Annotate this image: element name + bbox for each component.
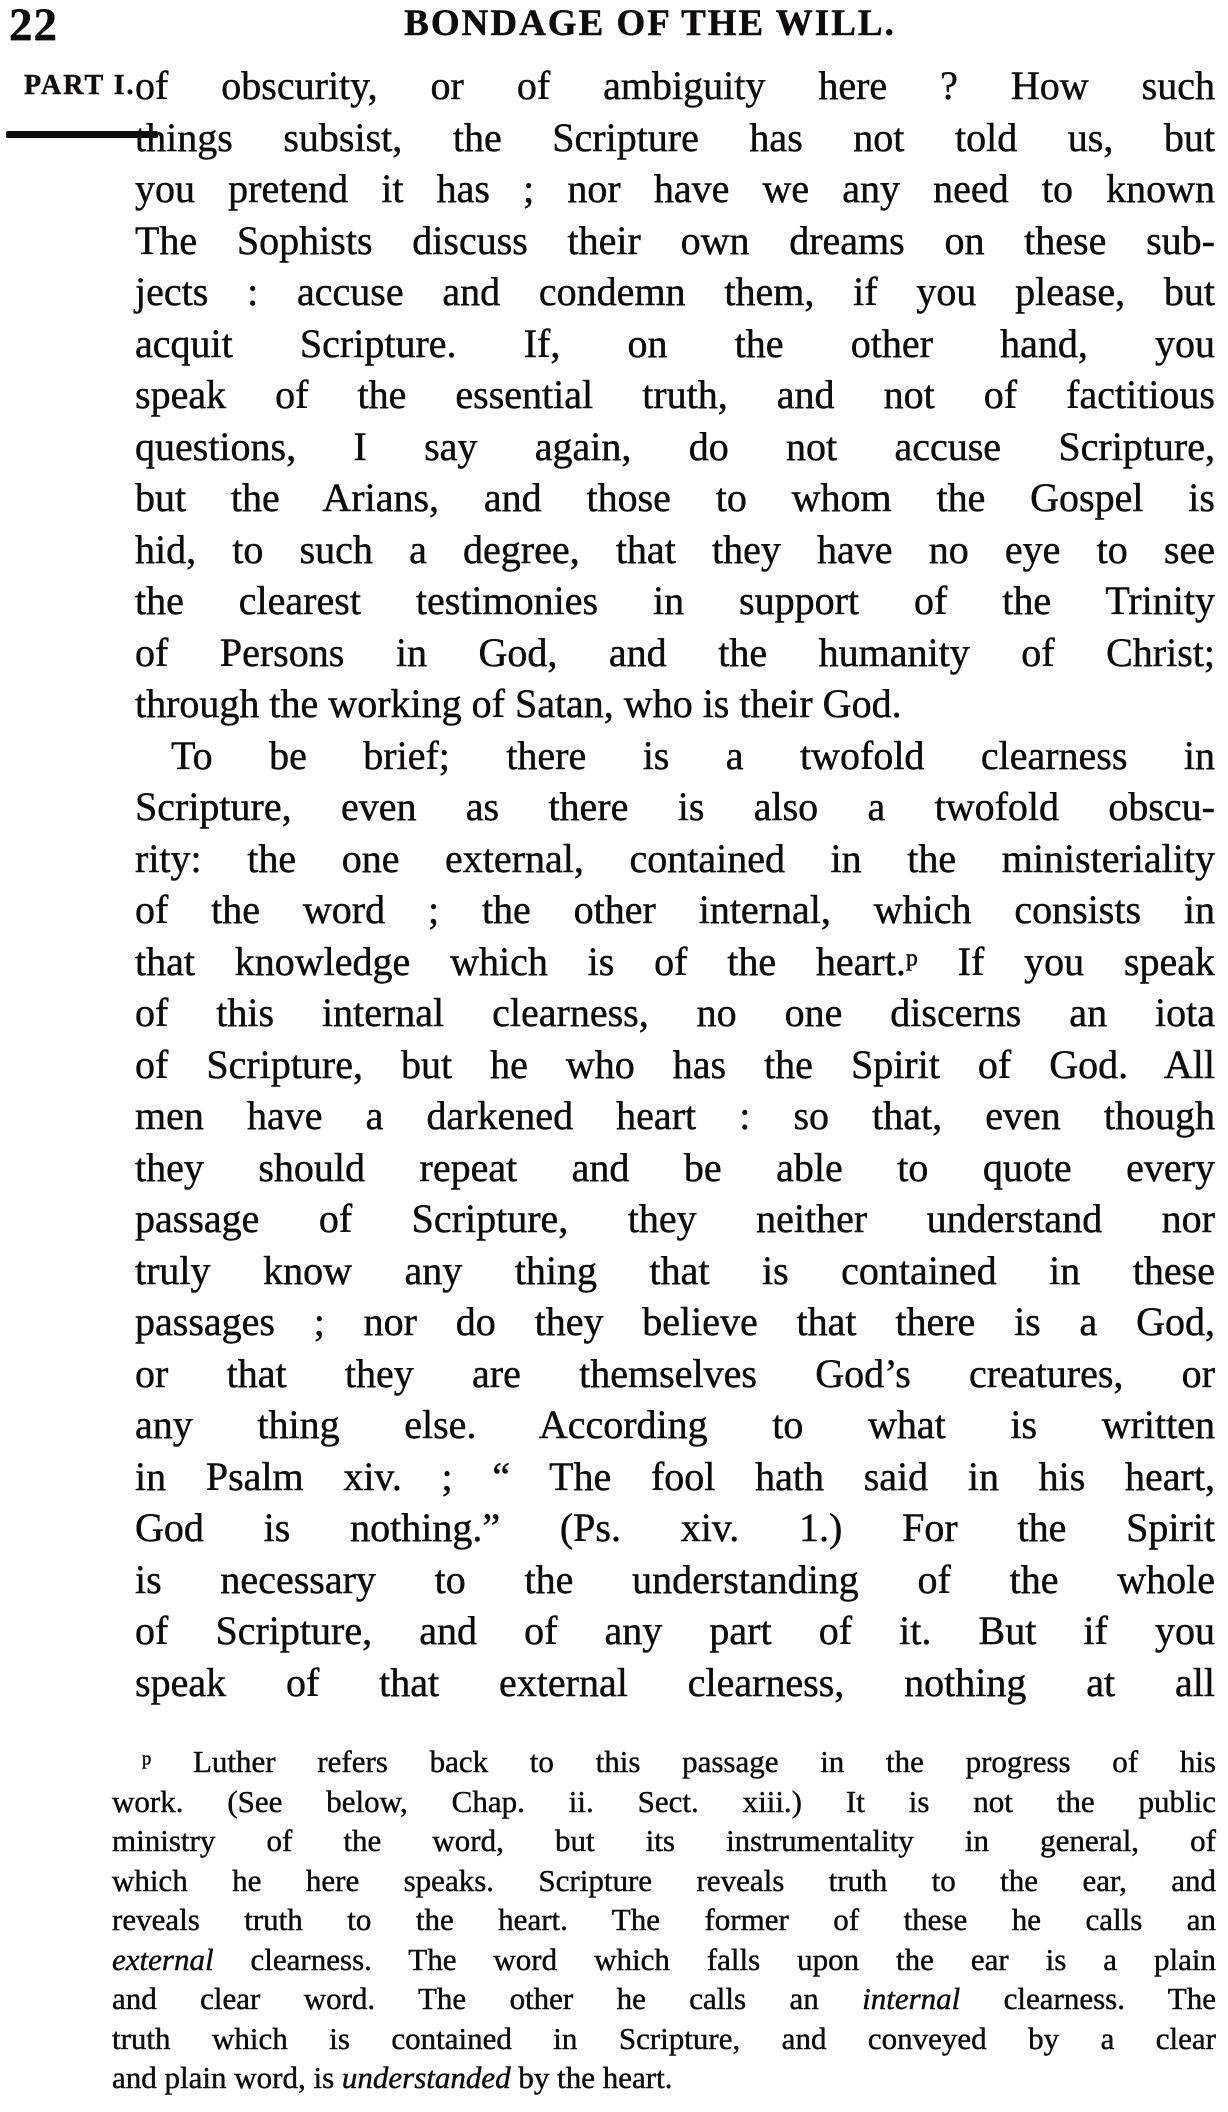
text-line: of the word ; the other internal, which consists in [135,887,1215,932]
text-line: ministry of the word, but its instrumentality in general, of [112,1823,1216,1858]
text-line: truth which is contained in Scripture, and conveyed by a clear [112,2020,1216,2056]
part-label: PART I. [24,70,136,101]
text-line: work. (See below, Chap. ii. Sect. xiii.) It is not the public [112,1783,1216,1819]
text-line: of Persons in God, and the humanity of Christ; [135,629,1215,675]
text-line: they should repeat and be able to quote every [135,1144,1215,1190]
text-line: hid, to such a degree, that they have no eye to see [135,526,1215,572]
text-line: passage of Scripture, they neither understand nor [135,1196,1215,1241]
text-line: of Scripture, but he who has the Spirit of God. All [135,1041,1215,1087]
text-line: in Psalm xiv. ; “ The fool hath said in his heart, [135,1453,1215,1499]
text-line: of Scripture, and of any part of it. But if you [135,1608,1215,1653]
text-line: speak of the essential truth, and not of factitious [135,372,1215,417]
text-line: men have a darkened heart : so that, even though [135,1093,1215,1138]
page-number: 22 [9,0,58,51]
text-line: Scripture, even as there is also a twofold obscu- [135,784,1215,829]
text-line: speak of that external clearness, nothing at all [135,1659,1215,1705]
running-title: BONDAGE OF THE WILL. [404,3,896,44]
text-line: of obscurity, or of ambiguity here ? How such [135,63,1215,108]
text-line: the clearest testimonies in support of the Trinity [135,578,1215,623]
text-line: things subsist, the Scripture has not told us, but [135,114,1215,160]
text-line: through the working of Satan, who is their God. [135,681,902,726]
text-line: external clearness. The word which falls upon the ear is a plain [112,1941,1216,1977]
text-line: or that they are themselves God’s creatures, or [135,1350,1215,1396]
text-line: questions, I say again, do not accuse Scripture, [135,423,1215,469]
text-line: passages ; nor do they believe that there is a God, [135,1299,1215,1344]
body-text [135,60,1215,1708]
text-line: acquit Scripture. If, on the other hand, you [135,320,1215,366]
text-line: which he here speaks. Scripture reveals truth to the ear, and [112,1862,1216,1898]
text-line: To be brief; there is a twofold clearness in [171,732,1215,778]
text-line: and clear word. The other he calls an internal clearness. The [112,1981,1216,2016]
text-line: that knowledge which is of the heart.$^p$ If you speak [135,938,1215,984]
text-line: is necessary to the understanding of the whole [135,1556,1215,1602]
text-line: reveals truth to the heart. The former of these he calls an [112,1902,1216,1937]
text-line: God is nothing.” (Ps. xiv. 1.) For the Spirit [135,1505,1215,1550]
footnote-text [112,1742,1216,2098]
text-line: but the Arians, and those to whom the Gospel is [135,475,1215,520]
text-line: of this internal clearness, no one discerns an iota [135,990,1215,1035]
text-line: jects : accuse and condemn them, if you please, but [135,269,1215,314]
text-line: and plain word, is understanded by the heart. [112,2060,673,2095]
text-line: you pretend it has ; nor have we any need to known [135,166,1215,211]
text-line: truly know any thing that is contained in these [135,1247,1215,1293]
text-line: The Sophists discuss their own dreams on these sub- [135,217,1215,263]
text-line: rity: the one external, contained in the ministeriality [135,835,1215,881]
text-line: any thing else. According to what is written [135,1402,1215,1447]
text-line: $^p$ Luther refers back to this passage in the progress of his [142,1744,1216,1779]
